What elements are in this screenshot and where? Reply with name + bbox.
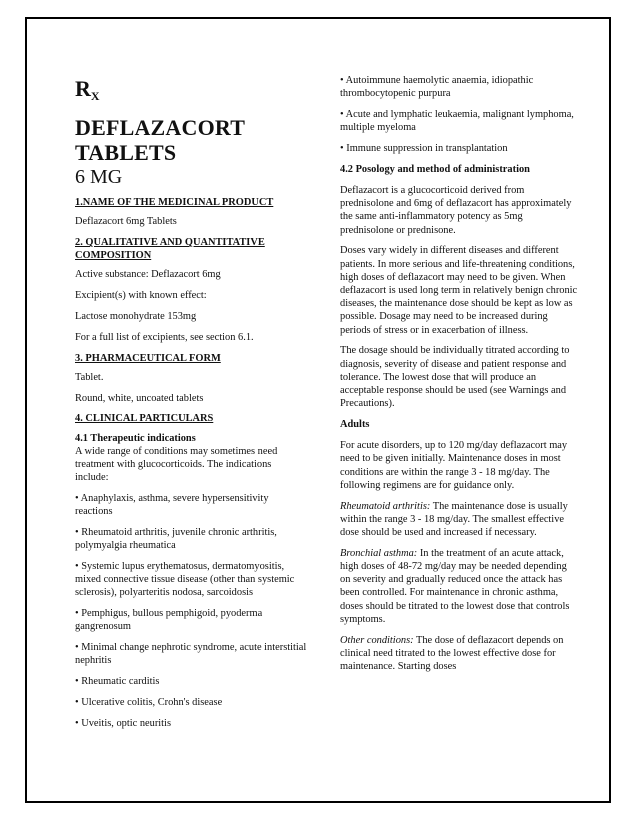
excipients-label: Excipient(s) with known effect:	[75, 290, 207, 302]
bronchial-asthma-paragraph	[340, 547, 578, 626]
other-conditions-label: Other conditions:	[340, 634, 414, 646]
section-4-1-heading: 4.1 Therapeutic indications	[75, 432, 196, 444]
posology-paragraph: Deflazacort is a glucocorticoid derived from prednisolone and 6mg of deflazacort has approximately the same anti-inflammatory potency as 5mg prednisolone or prednisone.	[340, 185, 572, 236]
indication-item: • Autoimmune haemolytic anaemia, idiopathic thrombocytopenic purpura	[340, 75, 534, 100]
indication-item: • Pemphigus, bullous pemphigoid, pyoderma gangrenosum	[75, 608, 263, 633]
indication-item: • Ulcerative colitis, Crohn's disease	[75, 697, 223, 708]
excipients-reference: For a full list of excipients, see section 6.1.	[75, 331, 254, 343]
pharmaceutical-form: Tablet.	[75, 371, 104, 383]
indication-item: • Acute and lymphatic leukaemia, malignant lymphoma, multiple myeloma	[340, 109, 574, 134]
rheumatoid-arthritis-text: The maintenance dose is usually within the range 3 - 18 mg/day. The smallest effective dose should be used and increased if necessary.	[340, 500, 568, 539]
indication-item: • Rheumatic carditis	[75, 676, 160, 688]
indication-item: • Systemic lupus erythematosus, dermatomyositis, mixed connective tissue disease (other than systemic sclerosis), polyarteritis nodosa, sarcoidosis	[75, 561, 295, 599]
indication-item: • Rheumatoid arthritis, juvenile chronic arthritis, polymyalgia rheumatica	[75, 527, 277, 552]
section-4-heading: 4. CLINICAL PARTICULARS	[75, 413, 214, 425]
indication-item: • Minimal change nephrotic syndrome, acute interstitial nephritis	[75, 642, 307, 667]
active-substance: Active substance: Deflazacort 6mg	[75, 269, 221, 281]
adults-heading: Adults	[340, 419, 370, 431]
lactose-content: Lactose monohydrate 153mg	[75, 311, 197, 322]
rx-symbol: $R_X$	[75, 76, 100, 103]
left-column	[75, 78, 307, 738]
right-column	[340, 74, 578, 681]
indication-item: • Immune suppression in transplantation	[340, 143, 508, 154]
section-4-2-heading: 4.2 Posology and method of administration	[340, 163, 530, 175]
rheumatoid-arthritis-paragraph	[340, 500, 578, 540]
indication-item: • Uveitis, optic neuritis	[75, 717, 171, 729]
product-title-line1: DEFLAZACORT	[75, 115, 246, 140]
bronchial-asthma-label: Bronchial asthma:	[340, 547, 418, 559]
indication-item: • Anaphylaxis, asthma, severe hypersensitivity reactions	[75, 493, 269, 518]
tablet-description: Round, white, uncoated tablets	[75, 392, 204, 404]
indications-intro: A wide range of conditions may sometimes need treatment with glucocorticoids. The indications include:	[75, 445, 278, 484]
posology-paragraph: The dosage should be individually titrated according to diagnosis, severity of disease and patient response and tolerance. The lowest dose that will produce an acceptable response should be used (see Warnings and Precautions).	[340, 345, 570, 410]
adults-paragraph: For acute disorders, up to 120 mg/day deflazacort may need to be given initially. Maintenance doses in most conditions are within the range 3 - 18 mg/day. The following regimens are for guidance only.	[340, 440, 568, 491]
product-strength: 6 MG	[75, 166, 123, 188]
section-3-heading: 3. PHARMACEUTICAL FORM	[75, 352, 221, 364]
other-conditions-paragraph	[340, 634, 578, 674]
posology-paragraph: Doses vary widely in different diseases and different patients. In more serious and life-threatening conditions, high doses of deflazacort may need to be given. When deflazacort is used long term in relatively benign chronic diseases, the maintenance dose should be kept as low as possible. Dosage may need to be increased during periods of stress or in exacerbation of illness.	[340, 245, 578, 336]
section-2-heading: 2. QUALITATIVE AND QUANTITATIVE COMPOSITION	[75, 237, 265, 262]
product-title-line2: TABLETS	[75, 140, 177, 165]
rheumatoid-arthritis-label: Rheumatoid arthritis:	[340, 500, 431, 512]
bronchial-asthma-text: In the treatment of an acute attack, high doses of 48-72 mg/day may be needed depending on severity and gradually reduced once the attack has been controlled. For maintenance in chronic asthma, doses should be titrated to the lowest dose that controls symptoms.	[340, 547, 570, 625]
section-1-heading: 1.NAME OF THE MEDICINAL PRODUCT	[75, 197, 274, 208]
section-1-text: Deflazacort 6mg Tablets	[75, 216, 177, 228]
other-conditions-text: The dose of deflazacort depends on clinical need titrated to the lowest effective dose for maintenance. Starting doses	[340, 634, 564, 673]
